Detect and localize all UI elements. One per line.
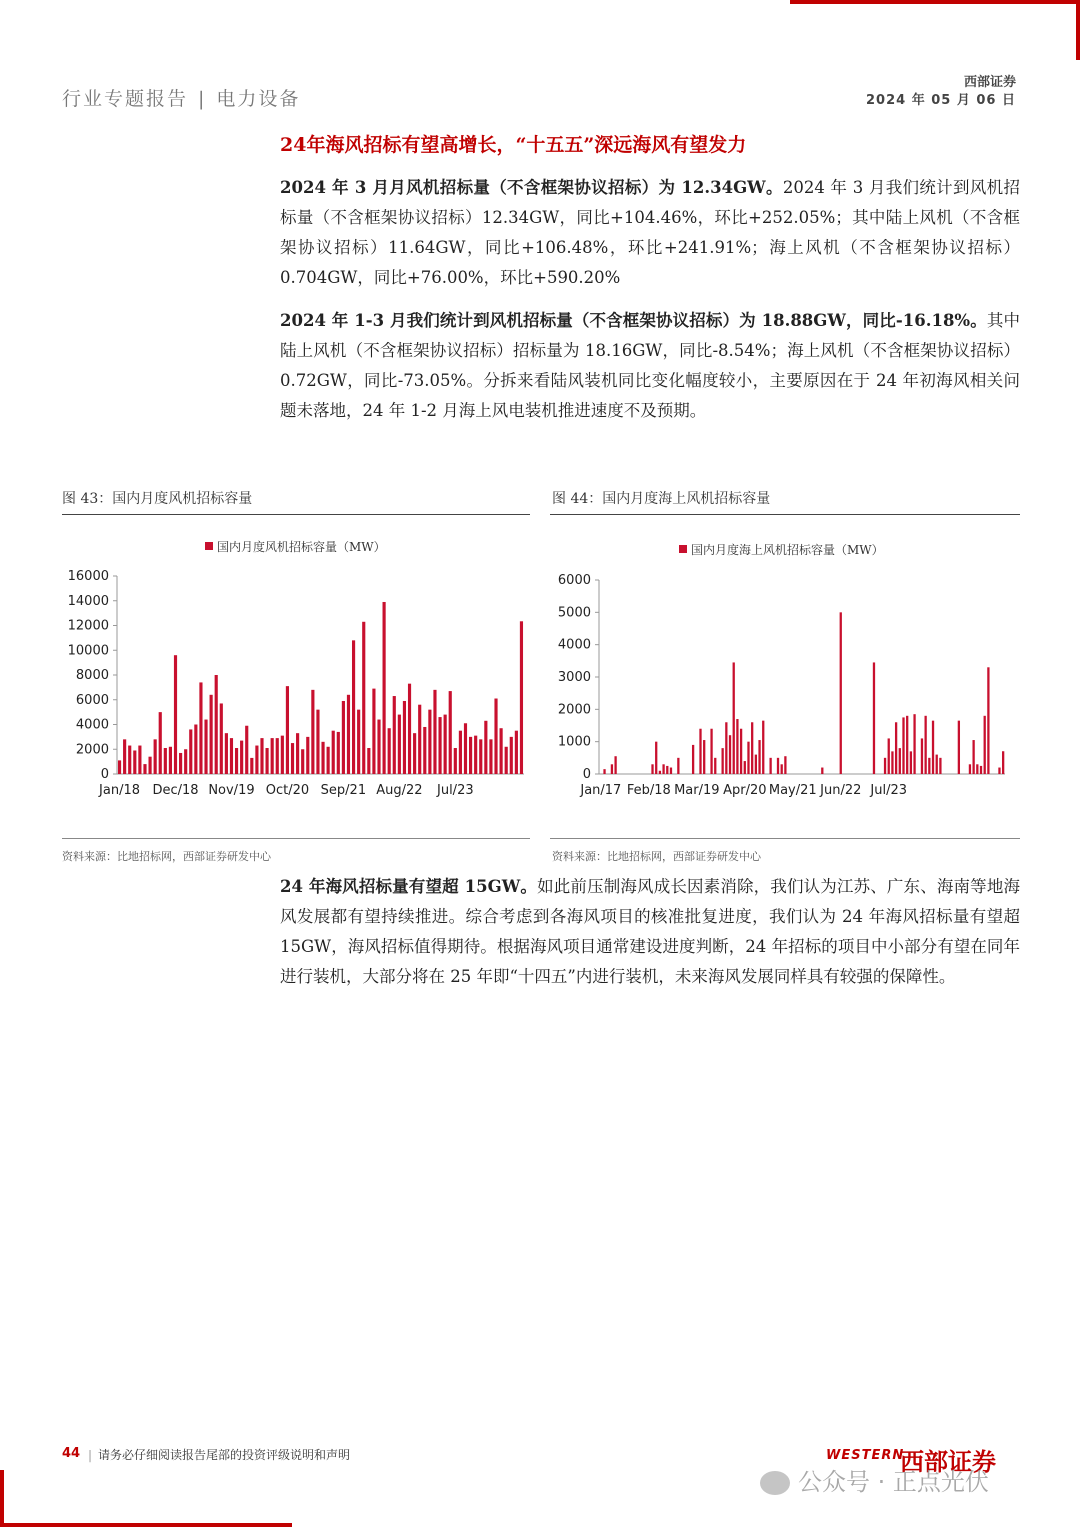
- bar: [286, 686, 289, 774]
- bar: [484, 721, 487, 774]
- bar: [154, 739, 157, 774]
- bar: [148, 757, 151, 774]
- bar: [306, 737, 309, 774]
- bar: [744, 761, 746, 774]
- x-tick-label: Jan/18: [99, 783, 141, 798]
- bar: [998, 768, 1000, 774]
- bar: [444, 715, 447, 774]
- footer-disclaimer-text: 请务必仔细阅读报告尾部的投资评级说明和声明: [98, 1448, 351, 1462]
- paragraph-1-body: 2024 年 3 月我们统计到风机招标量（不含框架协议招标）12.34GW，同比+104.46%，环比+252.05%；其中陆上风机（不含框架协议招标）11.64GW，同比+106.48%，环比+241.91%；海上风机（不含框架协议招标）0.704GW，同比+76.00%，环比+590.20%: [280, 178, 1020, 287]
- x-tick-label: Jun/22: [820, 783, 862, 798]
- paragraph-2-body: 其中陆上风机（不含框架协议招标）招标量为 18.16GW，同比-8.54%；海上风机（不含框架协议招标）0.72GW，同比-73.05%。分拆来看陆风装机同比变化幅度较小，主要原因在于 24 年初海风相关问题未落地，24 年 1-2 月海上风电装机推进速度不及预期。: [280, 311, 1021, 420]
- bar: [179, 753, 182, 774]
- bar: [423, 727, 426, 774]
- bar: [520, 621, 523, 774]
- bar: [873, 662, 875, 774]
- bar: [210, 695, 213, 774]
- bar: [347, 695, 350, 774]
- logo-chinese: 西部证券: [900, 1447, 996, 1476]
- bar: [174, 655, 177, 774]
- bar: [204, 720, 207, 774]
- report-type: 行业专题报告: [62, 88, 189, 110]
- bar: [910, 751, 912, 774]
- bar: [884, 758, 886, 774]
- x-tick-label: Jul/23: [870, 783, 908, 798]
- bar: [367, 748, 370, 774]
- x-tick-label: Nov/19: [208, 783, 255, 798]
- paragraph-1-lead: 2024 年 3 月月风机招标量（不含框架协议招标）为 12.34GW。: [280, 178, 783, 197]
- chart-domestic-wind-tender: [62, 530, 530, 830]
- bar: [169, 747, 172, 774]
- figure-43-bottom-rule: [62, 838, 530, 839]
- paragraph-3-lead: 24 年海风招标量有望超 15GW。: [280, 877, 538, 896]
- bar: [677, 758, 679, 774]
- bar: [377, 720, 380, 774]
- bar: [159, 712, 162, 774]
- figure-43-source: 资料来源：比地招标网，西部证券研发中心: [62, 850, 271, 863]
- bar: [659, 771, 661, 774]
- bar: [291, 743, 294, 774]
- bar: [666, 766, 668, 774]
- bar: [984, 716, 986, 774]
- bottom-corner-decoration: [0, 1470, 292, 1527]
- bar: [902, 717, 904, 774]
- page-number: 44: [62, 1446, 81, 1461]
- bar: [891, 751, 893, 774]
- bar: [459, 731, 462, 774]
- bar: [489, 739, 492, 774]
- chart-legend: [679, 542, 884, 557]
- bar: [271, 738, 274, 774]
- bar: [327, 747, 330, 774]
- bar: [980, 766, 982, 774]
- x-tick-label: Dec/18: [152, 783, 199, 798]
- bar: [603, 769, 605, 774]
- bar: [500, 728, 503, 774]
- footer-disclaimer: | 请务必仔细阅读报告尾部的投资评级说明和声明: [88, 1448, 351, 1462]
- bar: [651, 764, 653, 774]
- bar: [408, 684, 411, 774]
- x-tick-label: Mar/19: [674, 783, 720, 798]
- bar: [692, 745, 694, 774]
- y-tick-label: 3000: [557, 670, 591, 685]
- figure-44-bottom-rule: [550, 838, 1020, 839]
- y-tick-label: 2000: [557, 702, 591, 718]
- bar: [932, 721, 934, 774]
- x-tick-label: Oct/20: [265, 783, 310, 798]
- wechat-icon: [760, 1471, 790, 1495]
- x-tick-label: Jul/23: [437, 783, 474, 798]
- bar: [255, 746, 258, 774]
- bar: [449, 691, 452, 774]
- bar: [260, 738, 263, 774]
- bar: [736, 719, 738, 774]
- bar: [418, 705, 421, 774]
- y-tick-label: 2000: [75, 742, 109, 758]
- bar: [372, 689, 375, 774]
- logo-english: WESTERN: [826, 1448, 905, 1463]
- bar: [662, 764, 664, 774]
- bar: [133, 750, 136, 774]
- y-tick-label: 10000: [67, 643, 109, 659]
- bar: [740, 729, 742, 774]
- bar: [925, 716, 927, 774]
- bar: [194, 725, 197, 775]
- bar: [670, 768, 672, 774]
- report-date: 2024 年 05 月 06 日: [866, 93, 1016, 108]
- bar: [762, 721, 764, 774]
- bar: [337, 732, 340, 774]
- watermark-text: 公众号 · 正点光伏: [798, 1468, 989, 1496]
- bar: [235, 748, 238, 774]
- bar: [972, 740, 974, 774]
- x-tick-label: Jan/17: [580, 783, 622, 798]
- legend-label: 国内月度风机招标容量（MW）: [217, 540, 386, 554]
- figure-44-source: 资料来源：比地招标网，西部证券研发中心: [552, 850, 761, 863]
- bar: [510, 737, 513, 774]
- bar: [433, 690, 436, 774]
- bar: [388, 728, 391, 774]
- y-tick-label: 6000: [75, 692, 109, 708]
- bar: [758, 740, 760, 774]
- bar: [301, 749, 304, 774]
- bar: [316, 710, 319, 774]
- bar: [128, 746, 131, 774]
- bar: [747, 742, 749, 774]
- bar: [722, 748, 724, 774]
- bar: [123, 739, 126, 774]
- legend-label: 国内月度海上风机招标容量（MW）: [691, 543, 884, 557]
- company-name: 西部证券: [963, 75, 1016, 90]
- bar: [438, 717, 441, 774]
- bar: [781, 764, 783, 774]
- bar: [230, 738, 233, 774]
- y-tick-label: 1000: [557, 734, 591, 750]
- bar: [895, 722, 897, 774]
- bar: [479, 739, 482, 774]
- bar: [899, 748, 901, 774]
- paragraph-2-lead: 2024 年 1-3 月我们统计到风机招标量（不含框架协议招标）为 18.88GW，同比-16.18%。: [280, 311, 987, 330]
- bar: [220, 703, 223, 774]
- section-title: 24年海风招标有望高增长，“十五五”深远海风有望发力: [280, 134, 747, 156]
- bar: [428, 710, 431, 774]
- paragraph-1: [280, 173, 1020, 293]
- bar: [393, 696, 396, 774]
- bar: [398, 715, 401, 774]
- bar: [969, 764, 971, 774]
- bar: [840, 612, 842, 774]
- bar: [777, 758, 779, 774]
- figure-44-top-rule: [550, 514, 1020, 515]
- x-tick-label: Feb/18: [626, 783, 671, 798]
- bar: [362, 622, 365, 774]
- bar: [614, 756, 616, 774]
- bar: [332, 731, 335, 774]
- bar: [976, 764, 978, 774]
- bar: [164, 748, 167, 774]
- bar: [888, 738, 890, 774]
- figure-43-top-rule: [62, 514, 530, 515]
- bar: [755, 755, 757, 774]
- bar: [240, 741, 243, 774]
- bar: [714, 758, 716, 774]
- bar: [784, 756, 786, 774]
- y-tick-label: 6000: [557, 573, 591, 588]
- figure-44-title: 图 44：国内月度海上风机招标容量: [552, 491, 771, 507]
- chart-legend: [205, 539, 386, 554]
- bar: [928, 758, 930, 774]
- bar: [184, 749, 187, 774]
- bar: [454, 748, 457, 774]
- bar: [321, 742, 324, 774]
- bar: [276, 738, 279, 774]
- bar: [906, 716, 908, 774]
- bar: [138, 746, 141, 774]
- y-tick-label: 4000: [75, 717, 109, 733]
- header-separator: |: [198, 88, 207, 110]
- bar: [311, 690, 314, 774]
- bar: [357, 710, 360, 774]
- bar: [958, 721, 960, 774]
- bar: [352, 640, 355, 774]
- figure-43-title: 图 43：国内月度风机招标容量: [62, 491, 253, 507]
- bar: [143, 764, 146, 774]
- bar: [515, 731, 518, 774]
- bar: [189, 729, 192, 774]
- x-tick-label: Sep/21: [320, 783, 367, 798]
- header-company-date: [866, 74, 1016, 110]
- bar: [383, 602, 386, 774]
- bar: [266, 748, 269, 774]
- bar: [769, 758, 771, 774]
- bar: [733, 662, 735, 774]
- bar: [1002, 751, 1004, 774]
- bar: [250, 758, 253, 774]
- legend-swatch: [679, 545, 687, 553]
- y-tick-label: 16000: [67, 569, 109, 584]
- bar: [413, 733, 416, 774]
- bar: [710, 729, 712, 774]
- report-sector: 电力设备: [216, 88, 301, 110]
- bar: [474, 736, 477, 774]
- paragraph-3-body: 如此前压制海风成长因素消除，我们认为江苏、广东、海南等地海风发展都有望持续推进。综合考虑到各海风项目的核准批复进度，我们认为 24 年海风招标量有望超 15GW，海风招标值得期待。根据海风项目通常建设进度判断，24 年招标的项目中小部分有望在同年进行装机，大部分将在 25 年即“十四五”内进行装机，未来海风发展同样具有较强的保障性。: [280, 877, 1021, 986]
- legend-swatch: [205, 542, 213, 550]
- bar: [225, 733, 228, 774]
- bar: [199, 682, 202, 774]
- y-tick-label: 0: [100, 767, 109, 782]
- y-tick-label: 12000: [67, 618, 109, 634]
- bar: [939, 758, 941, 774]
- bar: [821, 768, 823, 774]
- x-tick-label: May/21: [768, 783, 817, 798]
- bar: [751, 722, 753, 774]
- bar: [936, 755, 938, 774]
- bar: [729, 735, 731, 774]
- bar: [342, 701, 345, 774]
- y-tick-label: 8000: [75, 668, 109, 683]
- bar: [505, 747, 508, 774]
- bar: [118, 760, 121, 774]
- bar: [215, 675, 218, 774]
- bar: [464, 723, 467, 774]
- bar: [921, 738, 923, 774]
- x-tick-label: Aug/22: [376, 783, 423, 798]
- chart-offshore-wind-tender: [550, 530, 1020, 830]
- bar: [655, 742, 657, 774]
- y-tick-label: 0: [582, 767, 591, 782]
- bar: [296, 733, 299, 774]
- bar: [725, 722, 727, 774]
- bar: [987, 667, 989, 774]
- bar: [699, 729, 701, 774]
- y-tick-label: 4000: [557, 637, 591, 653]
- y-tick-label: 14000: [67, 593, 109, 609]
- x-tick-label: Apr/20: [723, 783, 767, 798]
- paragraph-2: [280, 306, 1020, 426]
- report-category: [62, 84, 300, 111]
- y-tick-label: 5000: [557, 605, 591, 621]
- top-corner-decoration: [790, 0, 1080, 60]
- bar: [913, 714, 915, 774]
- paragraph-3: [280, 872, 1020, 992]
- bar: [281, 736, 284, 774]
- bar: [403, 701, 406, 774]
- bar: [469, 737, 472, 774]
- bar: [494, 699, 497, 774]
- bar: [611, 764, 613, 774]
- bar: [245, 726, 248, 774]
- bar: [703, 740, 705, 774]
- watermark: [760, 1462, 989, 1497]
